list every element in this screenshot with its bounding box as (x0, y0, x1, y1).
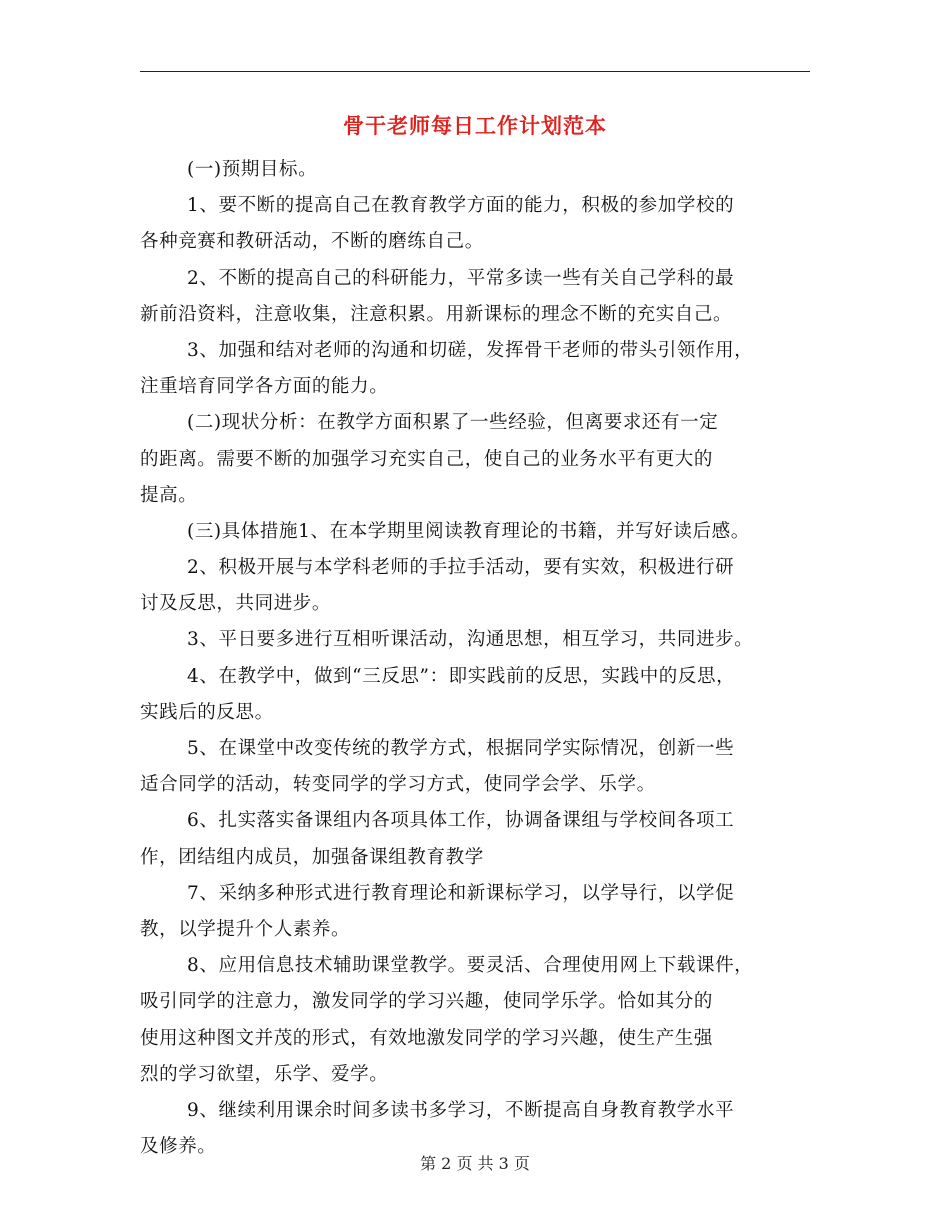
text-line: 5、在课堂中改变传统的教学方式，根据同学实际情况，创新一些 (187, 738, 735, 759)
text-line: 新前沿资料，注意收集，注意积累。用新课标的理念不断的充实自己。 (140, 303, 733, 325)
document-body (140, 152, 830, 1165)
text-line: 适合同学的活动，转变同学的学习方式，使同学会学、乐学。 (140, 774, 656, 796)
text-line: 注重培育同学各方面的能力。 (140, 376, 389, 398)
text-line: 教，以学提升个人素养。 (140, 918, 351, 940)
header-rule (140, 71, 810, 72)
text-line: 8、应用信息技术辅助课堂教学。要灵活、合理使用网上下载课件， (187, 955, 754, 977)
text-line: 各种竞赛和教研活动，不断的磨练自己。 (140, 231, 484, 253)
text-line: 烈的学习欲望，乐学、爱学。 (140, 1063, 389, 1085)
text-line: 9、继续利用课余时间多读书多学习，不断提高自身教育教学水平 (187, 1099, 735, 1121)
text-line: 使用这种图文并茂的形式，有效地激发同学的学习兴趣，使生产生强 (140, 1027, 714, 1049)
text-line: 6、扎实落实备课组内各项具体工作，协调备课组与学校间各项工 (187, 810, 735, 832)
text-line: 3、平日要多进行互相听课活动，沟通思想，相互学习，共同进步。 (187, 629, 754, 651)
text-line: 的距离。需要不断的加强学习充实自己，使自己的业务水平有更大的 (140, 448, 714, 470)
document-title: 骨干老师每日工作计划范本 (343, 114, 607, 138)
text-line: 2、不断的提高自己的科研能力，平常多读一些有关自己学科的最 (187, 267, 735, 289)
text-line: 7、采纳多种形式进行教育理论和新课标学习，以学导行，以学促 (187, 882, 735, 904)
text-line: 3、加强和结对老师的沟通和切磋，发挥骨干老师的带头引领作用， (187, 339, 754, 361)
text-line: 提高。 (140, 484, 198, 506)
text-line: 1、要不断的提高自己在教育教学方面的能力，积极的参加学校的 (187, 195, 735, 217)
text-line: 实践后的反思。 (140, 701, 274, 723)
text-line: (一)预期目标。 (187, 159, 318, 180)
text-line: 2、积极开展与本学科老师的手拉手活动，要有实效，积极进行研 (187, 557, 735, 579)
text-line: (三)具体措施1、在本学期里阅读教育理论的书籍，并写好读后感。 (187, 520, 750, 542)
text-line: 讨及反思，共同进步。 (140, 593, 332, 615)
text-line: (二)现状分析：在教学方面积累了一些经验，但离要求还有一定 (187, 412, 719, 434)
page-number: 第 2 页 共 3 页 (420, 1154, 530, 1173)
text-line: 4、在教学中，做到“三反思”：即实践前的反思，实践中的反思， (187, 665, 736, 687)
text-line: 及修养。 (140, 1136, 217, 1158)
text-line: 作，团结组内成员，加强备课组教育教学 (140, 846, 484, 868)
text-line: 吸引同学的注意力，激发同学的学习兴趣，使同学乐学。恰如其分的 (140, 991, 714, 1013)
